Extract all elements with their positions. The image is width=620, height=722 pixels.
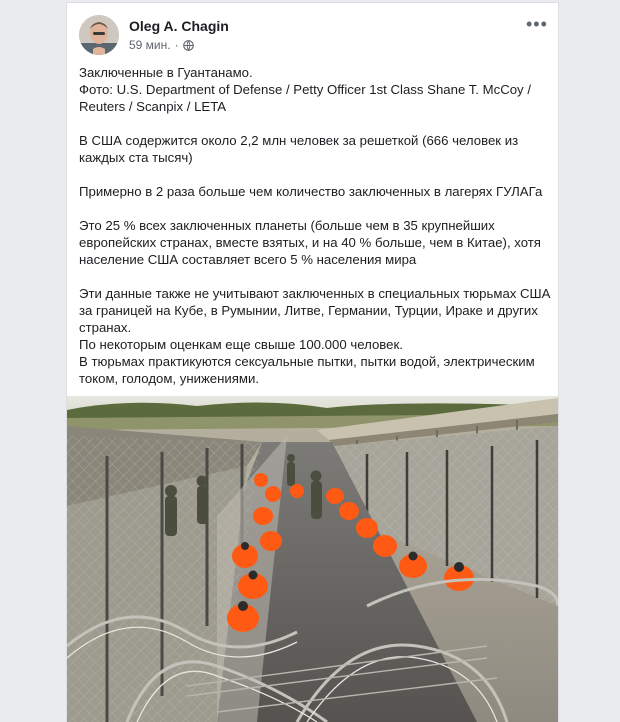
post-photo[interactable] (67, 396, 558, 722)
post-timestamp[interactable]: 59 мин. (129, 38, 171, 52)
post-paragraph: Эти данные также не учитывают заключенных в специальных тюрьмах США за границей на Кубе, в Румынии, Литве, Германии, Турции, Ираке и других странах. По некоторым оценкам еще свыше 100.000 человек. В тюрьмах практикуются сексуальные пытки, пытки водой, электрическим током, голодом, унижениями. (79, 286, 551, 386)
post-paragraph: Заключенные в Гуантанамо. Фото: U.S. Department of Defense / Petty Officer 1st Class Shane T. McCoy / Reuters / Scanpix / LETA (79, 65, 531, 114)
avatar[interactable] (79, 15, 119, 55)
guantanamo-photo (67, 396, 558, 722)
more-options-icon[interactable]: ••• (526, 14, 548, 34)
post-card (67, 3, 558, 722)
globe-icon (183, 40, 194, 51)
post-body (79, 64, 551, 387)
avatar-image (79, 15, 119, 55)
meta-separator: · (174, 38, 179, 52)
post-paragraph: Примерно в 2 раза больше чем количество заключенных в лагерях ГУЛАГа (79, 184, 543, 199)
post-header (79, 15, 546, 59)
author-name[interactable]: Oleg A. Chagin (129, 18, 229, 34)
post-paragraph: Это 25 % всех заключенных планеты (больше чем в 35 крупнейших европейских странах, вместе взятых, и на 40 % больше, чем в Китае), хотя население США составляет всего 5 % населения мира (79, 218, 541, 267)
post-meta (129, 38, 194, 52)
post-paragraph: В США содержится около 2,2 млн человек за решеткой (666 человек из каждых ста тысяч) (79, 133, 519, 165)
